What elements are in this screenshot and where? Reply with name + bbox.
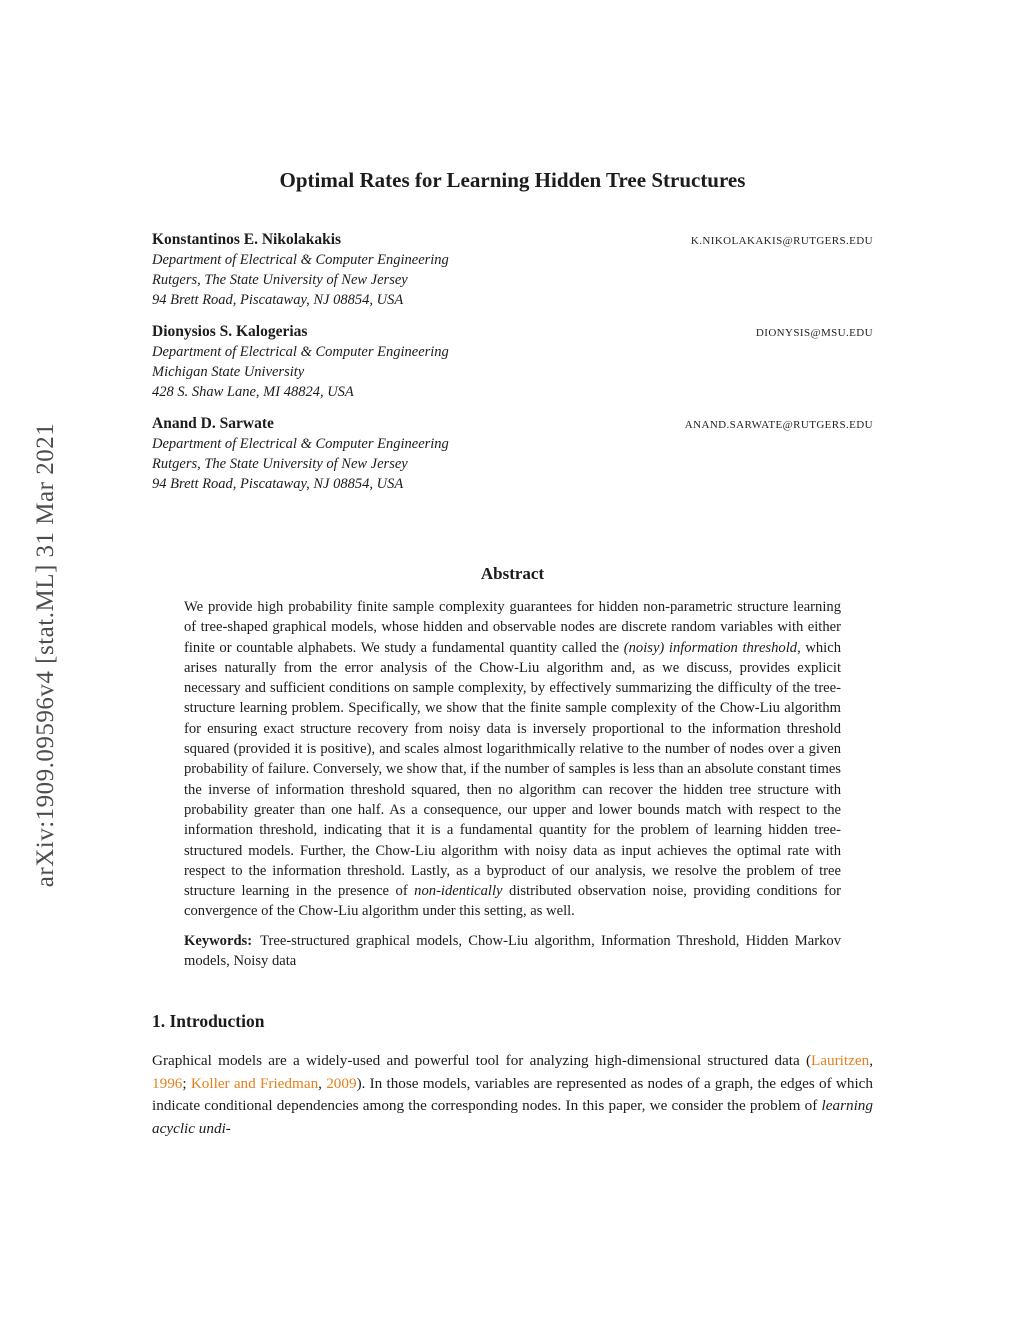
- citation-year-link[interactable]: 1996: [152, 1074, 183, 1092]
- intro-segment: ). In those models, variables are represented as nodes of a graph, the edges of which indicate conditional dependencies among the corresponding nodes. In this paper, we consider the problem of: [152, 1074, 874, 1115]
- author-block-2: [152, 321, 873, 402]
- author-affiliation-line: Rutgers, The State University of New Jersey: [152, 272, 408, 288]
- intro-segment: ,: [869, 1052, 873, 1070]
- keywords-line: [184, 931, 841, 972]
- paper-title: Optimal Rates for Learning Hidden Tree Structures: [279, 168, 746, 192]
- introduction-paragraph: [152, 1050, 873, 1140]
- keywords-text: Tree-structured graphical models, Chow-Liu algorithm, Information Threshold, Hidden Markov models, Noisy data: [184, 932, 841, 970]
- keywords-label: Keywords:: [184, 932, 253, 949]
- author-affiliation-line: 94 Brett Road, Piscataway, NJ 08854, USA: [152, 476, 404, 492]
- author-name: Anand D. Sarwate: [152, 415, 274, 432]
- author-email: ANAND.SARWATE@RUTGERS.EDU: [684, 419, 873, 431]
- author-row: [152, 321, 873, 342]
- abstract-segment: We provide high probability finite sample complexity guarantees for hidden non-parametric structure learning of tree-shaped graphical models, whose hidden and observable nodes are discrete random variables with either finite or countable alphabets. We study a fundamental quantity called the: [184, 599, 841, 656]
- abstract-heading: Abstract: [480, 564, 545, 583]
- author-affiliation-line: Rutgers, The State University of New Jersey: [152, 456, 408, 472]
- citation-year-link[interactable]: 2009: [326, 1074, 357, 1092]
- intro-italic-term: learning acyclic undi-: [152, 1097, 873, 1137]
- author-affiliation-line: Department of Electrical & Computer Engineering: [152, 436, 449, 452]
- author-affiliation-line: Michigan State University: [152, 364, 305, 380]
- abstract-italic-term: (noisy) information threshold: [623, 639, 798, 656]
- paper-content: [152, 168, 873, 1140]
- abstract-italic-term: non-identically: [414, 883, 503, 900]
- intro-segment: Graphical models are a widely-used and powerful tool for analyzing high-dimensional structured data (: [152, 1052, 812, 1070]
- author-block-1: [152, 229, 873, 310]
- abstract-segment: distributed observation noise, providing conditions for convergence of the Chow-Liu algorithm under this setting, as well.: [184, 883, 841, 920]
- intro-segment: ,: [318, 1074, 327, 1092]
- author-email: DIONYSIS@MSU.EDU: [755, 327, 873, 339]
- author-name: Konstantinos E. Nikolakakis: [152, 231, 342, 248]
- abstract-section: [152, 564, 873, 971]
- author-name: Dionysios S. Kalogerias: [152, 323, 308, 340]
- citation-link-lauritzen[interactable]: Lauritzen: [811, 1052, 870, 1070]
- author-affiliation-line: Department of Electrical & Computer Engineering: [152, 344, 449, 360]
- author-email: K.NIKOLAKAKIS@RUTGERS.EDU: [690, 235, 873, 247]
- author-row: [152, 229, 873, 250]
- author-affiliation-line: 94 Brett Road, Piscataway, NJ 08854, USA: [152, 292, 404, 308]
- author-row: [152, 413, 873, 434]
- author-affiliation-line: 428 S. Shaw Lane, MI 48824, USA: [152, 384, 354, 400]
- author-affiliation-line: Department of Electrical & Computer Engineering: [152, 252, 449, 268]
- intro-segment: ;: [182, 1074, 191, 1092]
- section-heading-introduction: 1. Introduction: [152, 1011, 265, 1032]
- abstract-text: [184, 597, 841, 922]
- abstract-segment: , which arises naturally from the error analysis of the Chow-Liu algorithm and, as we discuss, provides explicit necessary and sufficient conditions on sample complexity, by effectively summarizing the difficulty of the tree-structure learning problem. Specifically, we show that the finite sample complexity of the Chow-Liu algorithm for ensuring exact structure recovery from noisy data is inversely proportional to the information threshold squared (provided it is positive), and scales almost logarithmically relative to the number of nodes over a given probability of failure. Conversely, we show that, if the number of samples is less than an absolute constant times the inverse of information threshold squared, then no algorithm can recover the hidden tree structure with probability greater than one half. As a consequence, our upper and lower bounds match with respect to the information threshold, indicating that it is a fundamental quantity for the problem of learning hidden tree-structured models. Further, the Chow-Liu algorithm with noisy data as input achieves the optimal rate with respect to the information threshold. Lastly, as a byproduct of our analysis, we resolve the problem of tree structure learning in the presence of: [184, 639, 842, 900]
- arxiv-watermark: arXiv:1909.09596v4 [stat.ML] 31 Mar 2021: [32, 422, 59, 888]
- citation-link-koller-friedman[interactable]: Koller and Friedman: [190, 1074, 319, 1092]
- author-block-3: [152, 413, 873, 494]
